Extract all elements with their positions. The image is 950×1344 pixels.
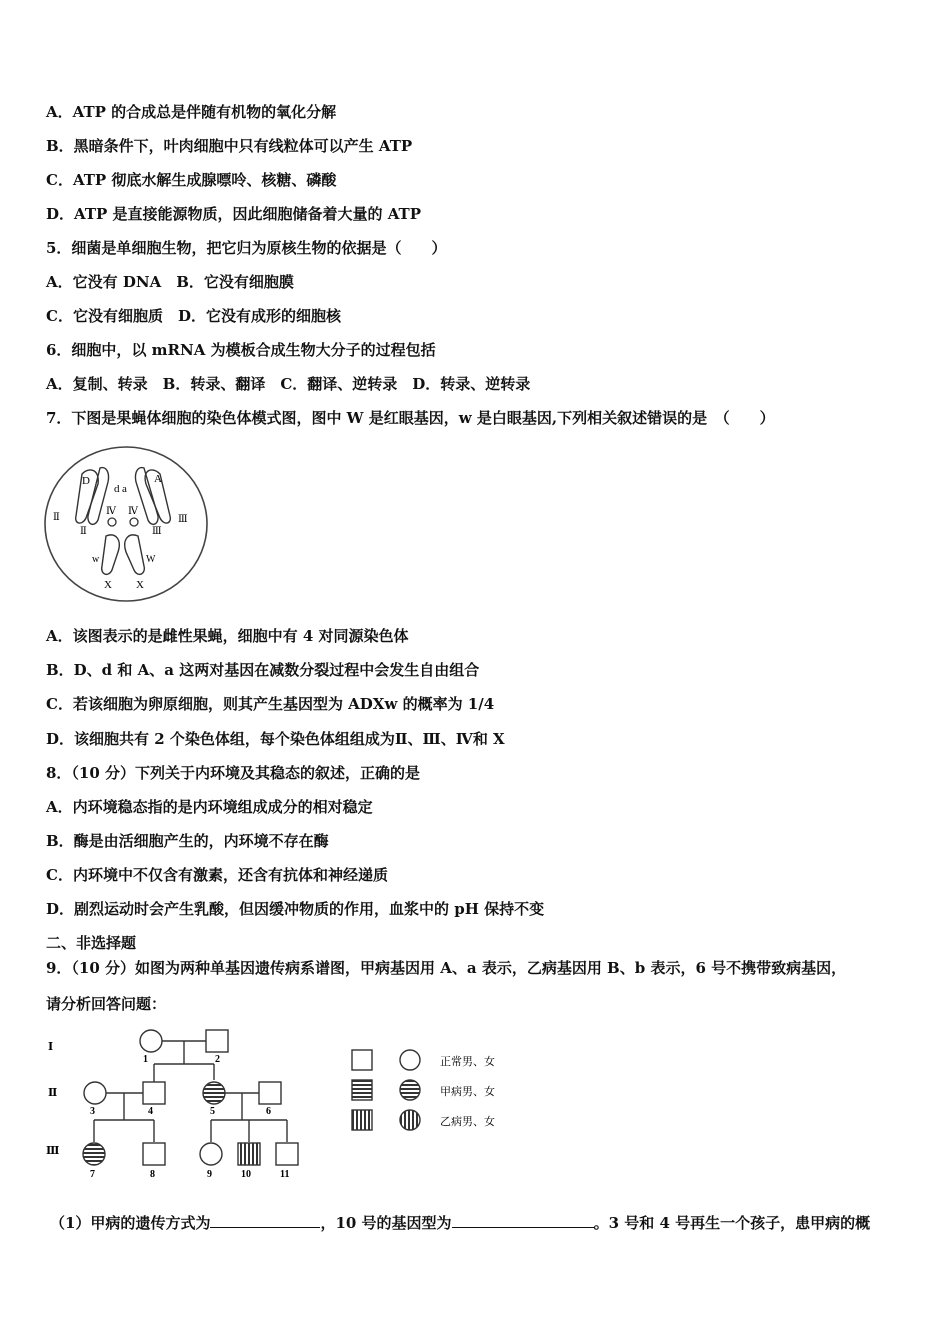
label-iii-right: Ⅲ	[178, 514, 188, 525]
label-iv-left: Ⅳ	[106, 506, 116, 517]
legend-jia-label: 甲病男、女	[440, 1086, 495, 1098]
q4-option-d: D．ATP 是直接能源物质，因此细胞储备着大量的 ATP	[46, 205, 421, 223]
label-D: D	[82, 475, 90, 487]
person-7	[83, 1143, 105, 1165]
q7-stem: 7．下图是果蝇体细胞的染色体模式图，图中 W 是红眼基因，w 是白眼基因,下列相关叙述错误的是 （ ）	[46, 409, 775, 427]
person-number-1: 1	[143, 1054, 148, 1065]
q4-option-b: B．黑暗条件下，叶肉细胞中只有线粒体可以产生 ATP	[46, 137, 413, 155]
person-10	[238, 1143, 260, 1165]
label-ii-left: Ⅱ	[53, 512, 60, 523]
q5-options-cd: C．它没有细胞质 D．它没有成形的细胞核	[46, 307, 341, 325]
legend-jia-female-icon	[400, 1080, 420, 1100]
person-number-2: 2	[215, 1054, 220, 1065]
generation-label-ii: Ⅱ	[48, 1087, 58, 1099]
q9-sub1-part-c: 。3 号和 4 号再生一个孩子，患甲病的概	[593, 1214, 871, 1232]
q9-subquestion-1	[50, 1212, 870, 1233]
legend-yi-female-icon	[400, 1110, 420, 1130]
answer-blank-genotype-10[interactable]	[452, 1212, 594, 1228]
person-6	[259, 1082, 281, 1104]
label-iii-bottom: Ⅲ	[152, 526, 162, 537]
label-a: a	[122, 483, 127, 495]
chromosome-iv-left	[108, 518, 116, 526]
person-3	[84, 1082, 106, 1104]
legend-normal-male-icon	[352, 1050, 372, 1070]
label-ii-bottom: Ⅱ	[80, 526, 87, 537]
chromosome-x-left	[102, 535, 120, 574]
generation-label-i: Ⅰ	[48, 1041, 54, 1053]
q8-option-d: D．剧烈运动时会产生乳酸，但因缓冲物质的作用，血浆中的 pH 保持不变	[46, 900, 545, 918]
q8-option-a: A．内环境稳态指的是内环境组成成分的相对稳定	[46, 798, 373, 816]
legend-jia-male-icon	[352, 1080, 372, 1100]
q4-option-a: A．ATP 的合成总是伴随有机物的氧化分解	[46, 103, 337, 121]
chromosome-iv-right	[130, 518, 138, 526]
q6-stem: 6．细胞中，以 mRNA 为模板合成生物大分子的过程包括	[46, 341, 436, 359]
legend-normal-female-icon	[400, 1050, 420, 1070]
person-number-11: 11	[280, 1169, 290, 1180]
q7-option-d: D．该细胞共有 2 个染色体组，每个染色体组组成为Ⅱ、Ⅲ、Ⅳ和 X	[46, 730, 505, 748]
person-number-9: 9	[207, 1169, 212, 1180]
person-number-7: 7	[90, 1169, 95, 1180]
label-iv-right: Ⅳ	[128, 506, 138, 517]
person-4	[143, 1082, 165, 1104]
person-8	[143, 1143, 165, 1165]
chromosome-diagram	[42, 444, 210, 604]
person-number-3: 3	[90, 1106, 95, 1117]
person-number-4: 4	[148, 1106, 153, 1117]
pedigree-chart	[44, 1024, 319, 1184]
q9-stem-line2: 请分析回答问题：	[46, 995, 167, 1013]
q7-option-a: A．该图表示的是雌性果蝇，细胞中有 4 对同源染色体	[46, 627, 409, 645]
person-1	[140, 1030, 162, 1052]
q7-option-c: C．若该细胞为卵原细胞，则其产生基因型为 ADXw 的概率为 1/4	[46, 695, 495, 713]
person-number-6: 6	[266, 1106, 271, 1117]
person-5	[203, 1082, 225, 1104]
legend-normal-label: 正常男、女	[440, 1056, 495, 1068]
q9-sub1-part-a: （1）甲病的遗传方式为	[50, 1214, 211, 1232]
label-W: W	[146, 554, 156, 565]
label-x-left: X	[104, 579, 112, 591]
person-9	[200, 1143, 222, 1165]
pedigree-legend	[348, 1044, 518, 1140]
label-x-right: X	[136, 579, 144, 591]
person-11	[276, 1143, 298, 1165]
person-number-8: 8	[150, 1169, 155, 1180]
q9-sub1-part-b: ，10 号的基因型为	[320, 1214, 452, 1232]
answer-blank-inheritance-mode[interactable]	[210, 1212, 320, 1228]
q5-options-ab: A．它没有 DNA B．它没有细胞膜	[46, 273, 294, 291]
section2-title: 二、非选择题	[46, 934, 137, 952]
q9-stem-line1: 9．（10 分）如图为两种单基因遗传病系谱图，甲病基因用 A、a 表示，乙病基因用 B、b 表示，6 号不携带致病基因，	[46, 959, 847, 977]
person-number-5: 5	[210, 1106, 215, 1117]
person-2	[206, 1030, 228, 1052]
q4-option-c: C．ATP 彻底水解生成腺嘌呤、核糖、磷酸	[46, 171, 337, 189]
person-number-10: 10	[241, 1169, 251, 1180]
q5-stem: 5．细菌是单细胞生物，把它归为原核生物的依据是（ ）	[46, 239, 447, 257]
label-A: A	[154, 473, 162, 485]
q8-option-c: C．内环境中不仅含有激素，还含有抗体和神经递质	[46, 866, 388, 884]
generation-label-iii: Ⅲ	[46, 1145, 60, 1157]
label-w: w	[92, 554, 100, 565]
label-d: d	[114, 483, 120, 495]
q7-option-b: B．D、d 和 A、a 这两对基因在减数分裂过程中会发生自由组合	[46, 661, 480, 679]
q8-option-b: B．酶是由活细胞产生的，内环境不存在酶	[46, 832, 329, 850]
legend-yi-male-icon	[352, 1110, 372, 1130]
q6-options: A．复制、转录 B．转录、翻译 C．翻译、逆转录 D．转录、逆转录	[46, 375, 531, 393]
chromosome-x-right	[125, 535, 145, 574]
legend-yi-label: 乙病男、女	[440, 1116, 495, 1128]
q8-stem: 8．（10 分）下列关于内环境及其稳态的叙述，正确的是	[46, 764, 421, 782]
